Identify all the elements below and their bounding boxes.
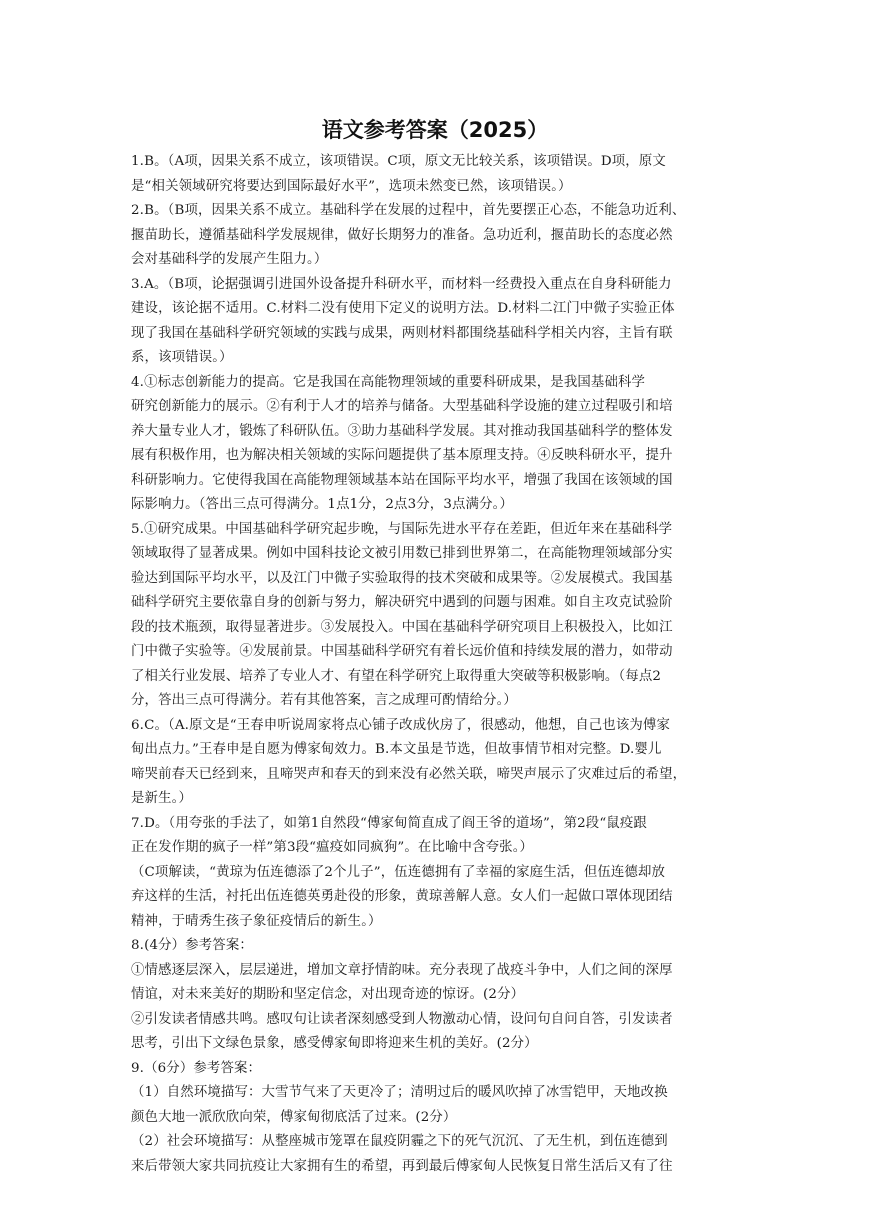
text-line: （1）自然环境描写：大雪节气来了天更冷了；清明过后的暖风吹掉了冰雪铠甲，天地改换 <box>131 1085 668 1100</box>
text-line: 来后带领大家共同抗疫让大家拥有生的希望，再到最后傅家甸人民恢复日常生活后又有了往 <box>131 1158 673 1174</box>
text-line: 4.①标志创新能力的提高。它是我国在高能物理领域的重要科研成果，是我国基础科学 <box>131 374 646 390</box>
text-line: 段的技术瓶颈，取得显著进步。③发展投入。中国在基础科学研究项目上积极投入，比如江 <box>131 619 673 635</box>
text-line: 5.①研究成果。中国基础科学研究起步晚，与国际先进水平存在差距，但近年来在基础科学 <box>131 521 673 537</box>
text-line: 科研影响力。它使得我国在高能物理领域基本站在国际平均水平，增强了我国在该领域的国 <box>131 472 673 488</box>
text-line: 础科学研究主要依靠自身的创新与努力，解决研究中遇到的问题与困难。如自主攻克试验阶 <box>131 595 673 610</box>
text-line: 验达到国际平均水平，以及江门中微子实验取得的技术突破和成果等。②发展模式。我国基 <box>131 570 673 586</box>
text-line: 是新生。） <box>131 791 193 806</box>
text-line: 分，答出三点可得满分。若有其他答案，言之成理可酌情给分。） <box>131 693 517 708</box>
page-title: 语文参考答案（2025） <box>321 118 549 142</box>
answer-text-body <box>131 150 741 1179</box>
text-line: 精神，于晴秀生孩子象征疫情后的新生。） <box>131 913 382 929</box>
text-line: （C项解读，“黄琼为伍连德添了2个儿子”，伍连德拥有了幸福的家庭生活，但伍连德却放 <box>131 864 666 880</box>
text-line: ①情感逐层深入，层层递进，增加文章抒情韵味。充分表现了战疫斗争中，人们之间的深厚 <box>131 962 673 978</box>
text-line: 领域取得了显著成果。例如中国科技论文被引用数已排到世界第二，在高能物理领域部分实 <box>131 546 673 561</box>
text-line: 9.（6分）参考答案： <box>131 1060 262 1076</box>
text-line: 正在发作期的疯子一样”第3段“瘟疫如同疯狗”。在比喻中含夸张。） <box>131 840 534 855</box>
text-line: 揠苗助长，遵循基础科学发展规律，做好长期努力的准备。急功近利，揠苗助长的态度必然 <box>131 227 673 243</box>
text-line: 情谊，对未来美好的期盼和坚定信念，对出现奇迹的惊讶。(2分） <box>131 987 525 1002</box>
text-line: 弃这样的生活，衬托出伍连德英勇赴役的形象，黄琼善解人意。女人们一起做口罩体现团结 <box>131 889 673 904</box>
text-line: 2.B。（B项，因果关系不成立。基础科学在发展的过程中，首先要摆正心态，不能急功近利、 <box>131 203 686 218</box>
text-line: 3.A。（B项，论据强调引进国外设备提升科研水平，而材料一经费投入重点在自身科研能力 <box>131 276 672 292</box>
text-line: 会对基础科学的发展产生阻力。） <box>131 252 328 267</box>
text-line: 际影响力。（答出三点可得满分。1点1分，2点3分，3点满分。） <box>131 497 514 512</box>
text-line: 1.B。（A项，因果关系不成立，该项错误。C项，原文无比较关系，该项错误。D项，原文 <box>131 154 666 169</box>
text-line: 建设，该论据不适用。C.材料二没有使用下定义的说明方法。D.材料二江门中微子实验正体 <box>131 301 675 316</box>
text-line: 6.C。（A.原文是“王春申听说周家将点心铺子改成伙房了，很感动，他想，自己也该为傅家 <box>131 717 670 733</box>
text-line: （2）社会环境描写：从整座城市笼罩在鼠疫阴霾之下的死气沉沉、了无生机，到伍连德到 <box>131 1134 668 1149</box>
text-line: 现了我国在基础科学研究领域的实践与成果，两则材料都围绕基础科学相关内容，主旨有联 <box>131 325 673 341</box>
text-line: 甸出点力。”王春申是自愿为傅家甸效力。B.本文虽是节选，但故事情节相对完整。D.婴儿 <box>131 742 662 757</box>
text-line: 8.(4分）参考答案： <box>131 938 253 953</box>
text-line: 7.D。（用夸张的手法了，如第1自然段“傅家甸简直成了阎王爷的道场”，第2段“鼠疫跟 <box>131 815 647 831</box>
text-line: 研究创新能力的展示。②有利于人才的培养与储备。大型基础科学设施的建立过程吸引和培 <box>131 399 673 414</box>
text-line: 门中微子实验等。④发展前景。中国基础科学研究有着长远价值和持续发展的潜力，如带动 <box>131 644 673 659</box>
text-line: 系，该项错误。） <box>131 350 233 365</box>
text-line: ②引发读者情感共鸣。感叹句让读者深刻感受到人物激动心情，设问句自问自答，引发读者 <box>131 1011 673 1027</box>
text-line: 颜色大地一派欣欣向荣，傅家甸彻底活了过来。(2分） <box>131 1109 457 1125</box>
text-line: 展有积极作用，也为解决相关领域的实际问题提供了基本原理支持。④反映科研水平，提升 <box>131 448 673 463</box>
text-line: 了相关行业发展、培养了专业人才、有望在科学研究上取得重大突破等积极影响。（每点2 <box>131 668 662 684</box>
text-line: 啼哭前春天已经到来，且啼哭声和春天的到来没有必然关联，啼哭声展示了灾难过后的希望， <box>131 766 687 782</box>
text-line: 思考，引出下文绿色景象，感受傅家甸即将迎来生机的美好。(2分） <box>131 1036 538 1051</box>
text-line: 养大量专业人才，锻炼了科研队伍。③助力基础科学发展。其对推动我国基础科学的整体发 <box>131 423 673 439</box>
text-line: 是“相关领域研究将要达到国际最好水平”，选项未然变已然，该项错误。） <box>131 178 572 194</box>
